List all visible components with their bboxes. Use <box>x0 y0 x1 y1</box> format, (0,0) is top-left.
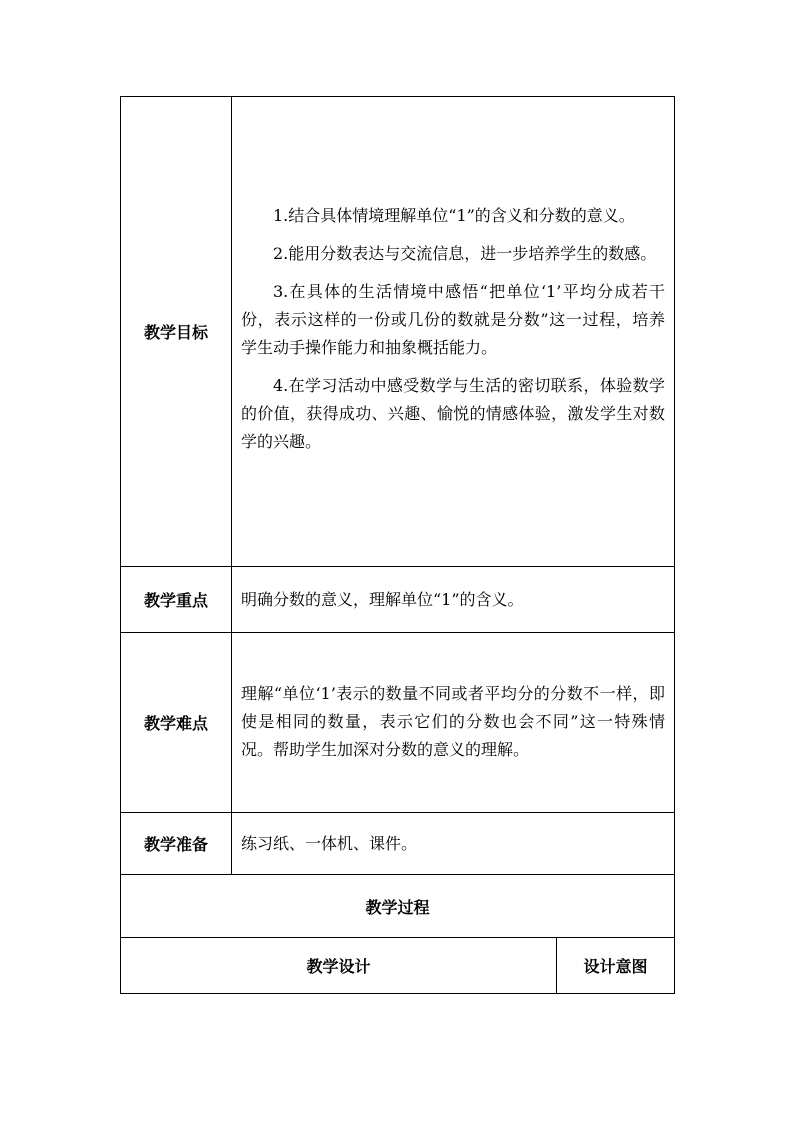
key-points-label: 教学重点 <box>121 567 232 633</box>
preparation-label: 教学准备 <box>121 813 232 875</box>
key-points-content <box>232 567 675 633</box>
difficulties-row <box>121 633 675 813</box>
preparation-row <box>121 813 675 875</box>
difficulties-content <box>232 633 675 813</box>
goals-label: 教学目标 <box>121 97 232 567</box>
key-points-row <box>121 567 675 633</box>
process-row <box>121 875 675 938</box>
lesson-plan-table <box>120 96 675 994</box>
design-header-row <box>121 938 675 994</box>
preparation-content <box>232 813 675 875</box>
goals-content <box>232 97 675 567</box>
intent-header: 设计意图 <box>557 938 675 994</box>
goal-item-3: 3.在具体的生活情境中感悟“把单位‘1’平均分成若干份，表示这样的一份或几份的数就是分数”这一过程，培养学生动手操作能力和抽象概括能力。 <box>241 281 666 357</box>
design-header: 教学设计 <box>121 938 557 994</box>
preparation-text: 练习纸、一体机、课件。 <box>241 833 418 853</box>
goal-item-1: 1.结合具体情境理解单位“1”的含义和分数的意义。 <box>273 205 635 225</box>
goals-row <box>121 97 675 567</box>
goal-item-4: 4.在学习活动中感受数学与生活的密切联系，体验数学的价值，获得成功、兴趣、愉悦的情感体验，激发学生对数学的兴趣。 <box>241 375 666 451</box>
goal-item-2: 2.能用分数表达与交流信息，进一步培养学生的数感。 <box>273 243 657 263</box>
difficulties-text: 理解“单位‘1’表示的数量不同或者平均分的分数不一样，即使是相同的数量，表示它们的分数也会不同”这一特殊情况。帮助学生加深对分数的意义的理解。 <box>241 683 666 759</box>
process-header: 教学过程 <box>121 875 675 938</box>
difficulties-label: 教学难点 <box>121 633 232 813</box>
key-points-text: 明确分数的意义，理解单位“1”的含义。 <box>241 589 524 609</box>
